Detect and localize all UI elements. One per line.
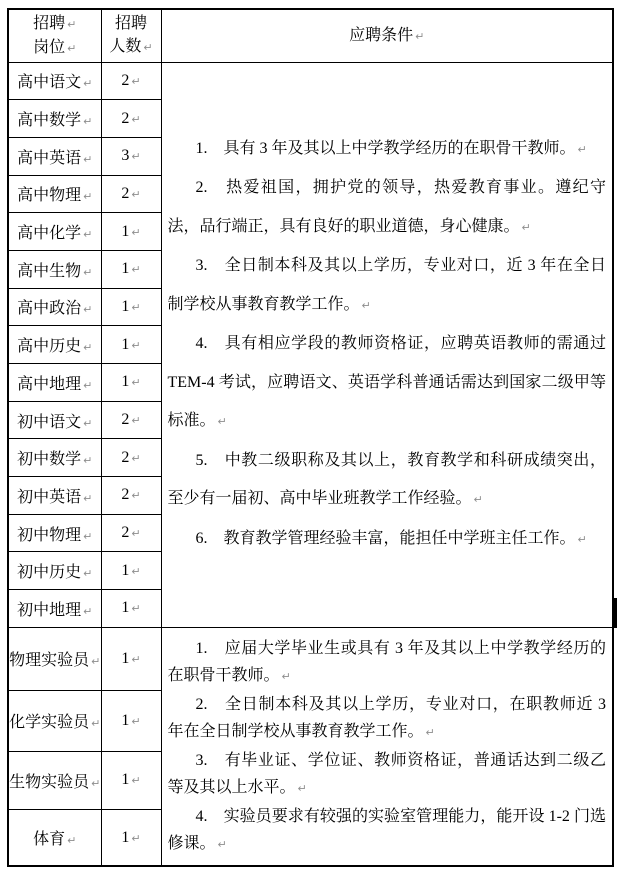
position-label: 高中政治 [17, 300, 82, 318]
paragraph-mark-icon: ↵ [83, 491, 93, 505]
paragraph-mark-icon: ↵ [297, 782, 307, 796]
count-value: 2 [121, 411, 130, 429]
count-cell[interactable] [101, 627, 161, 690]
paragraph-mark-icon: ↵ [131, 376, 141, 390]
position-label: 高中数学 [17, 112, 82, 130]
position-cell[interactable] [8, 326, 101, 364]
header-position-line2: 岗位 ↵ [33, 38, 77, 56]
header-position-line1: 招聘 ↵ [33, 14, 77, 32]
position-label: 生物实验员 [9, 773, 90, 791]
condition-paragraph: 1. 具有 3 年及其以上中学教学经历的在职骨干教师。 ↵ [195, 139, 587, 157]
position-cell[interactable] [8, 288, 101, 326]
header-count-line1: 招聘 [114, 15, 147, 33]
header-position-cell[interactable] [8, 9, 101, 62]
header-conditions-label: 应聘条件 [349, 26, 414, 44]
paragraph-mark-icon: ↵ [83, 77, 93, 91]
paragraph-mark-icon: ↵ [131, 74, 141, 88]
count-cell[interactable] [101, 439, 161, 477]
header-row [8, 9, 613, 62]
paragraph-mark-icon: ↵ [91, 776, 101, 790]
position-label: 初中英语 [17, 488, 82, 506]
header-conditions-cell[interactable] [161, 9, 613, 62]
position-cell[interactable] [8, 364, 101, 402]
paragraph-mark-icon: ↵ [361, 298, 371, 312]
position-cell[interactable] [8, 137, 101, 175]
position-label: 初中历史 [17, 564, 82, 582]
position-cell[interactable] [8, 477, 101, 515]
condition-paragraph: 4. 具有相应学段的教师资格证，应聘英语教师的需通过 TEM-4 考试，应聘语文、英语学科普通话需达到国家二级甲等标准。 ↵ [167, 335, 606, 430]
paragraph-mark-icon: ↵ [83, 265, 93, 279]
paragraph-mark-icon: ↵ [217, 838, 227, 852]
paragraph-mark-icon: ↵ [83, 567, 93, 581]
position-cell[interactable] [8, 401, 101, 439]
paragraph-mark-icon: ↵ [143, 41, 153, 55]
position-cell[interactable] [8, 590, 101, 628]
header-count-cell[interactable] [101, 9, 161, 62]
count-value: 1 [121, 222, 130, 240]
paragraph-mark-icon: ↵ [131, 112, 141, 126]
count-cell[interactable] [101, 552, 161, 590]
position-cell[interactable] [8, 514, 101, 552]
position-label: 高中化学 [17, 225, 82, 243]
count-cell[interactable] [101, 213, 161, 251]
count-cell[interactable] [101, 514, 161, 552]
position-cell[interactable] [8, 100, 101, 138]
condition-paragraph: 3. 全日制本科及其以上学历，专业对口，近 3 年在全日制学校从事教育教学工作。 ↵ [167, 257, 606, 313]
position-label: 体育 [33, 831, 66, 849]
count-cell[interactable] [101, 401, 161, 439]
count-value: 1 [121, 649, 130, 667]
position-label: 高中物理 [17, 187, 82, 205]
count-cell[interactable] [101, 62, 161, 100]
paragraph-mark-icon: ↵ [131, 451, 141, 465]
paragraph-mark-icon: ↵ [131, 774, 141, 788]
condition-paragraph: 6. 教育教学管理经验丰富，能担任中学班主任工作。 ↵ [195, 529, 587, 547]
paragraph-mark-icon: ↵ [83, 190, 93, 204]
condition-paragraph: 2. 热爱祖国，拥护党的领导，热爱教育事业。遵纪守法，品行端正，具有良好的职业道德，身心健康。 ↵ [167, 179, 606, 235]
count-cell[interactable] [101, 288, 161, 326]
position-cell[interactable] [8, 175, 101, 213]
paragraph-mark-icon: ↵ [83, 604, 93, 618]
paragraph-mark-icon: ↵ [131, 714, 141, 728]
count-cell[interactable] [101, 809, 161, 866]
position-cell[interactable] [8, 439, 101, 477]
paragraph-mark-icon: ↵ [83, 454, 93, 468]
recruitment-table [7, 8, 614, 867]
count-value: 1 [121, 711, 130, 729]
count-value: 2 [121, 184, 130, 202]
count-value: 2 [121, 71, 130, 89]
count-value: 1 [121, 335, 130, 353]
count-value: 1 [121, 561, 130, 579]
position-cell[interactable] [8, 690, 101, 751]
count-cell[interactable] [101, 175, 161, 213]
position-cell[interactable] [8, 552, 101, 590]
paragraph-mark-icon: ↵ [83, 378, 93, 392]
paragraph-mark-icon: ↵ [83, 416, 93, 430]
count-cell[interactable] [101, 326, 161, 364]
condition-paragraph: 2. 全日制本科及其以上学历，专业对口，在职教师近 3 年在全日制学校从事教育教学工作。 ↵ [167, 695, 606, 741]
paragraph-mark-icon: ↵ [83, 341, 93, 355]
paragraph-mark-icon: ↵ [577, 142, 587, 156]
paragraph-mark-icon: ↵ [83, 228, 93, 242]
paragraph-mark-icon: ↵ [521, 220, 531, 234]
position-label: 物理实验员 [9, 652, 90, 670]
paragraph-mark-icon: ↵ [131, 489, 141, 503]
paragraph-mark-icon: ↵ [131, 300, 141, 314]
table-row [8, 627, 613, 690]
condition-paragraph: 3. 有毕业证、学位证、教师资格证，普通话达到二级乙等及其以上水平。 ↵ [167, 751, 606, 797]
position-cell[interactable] [8, 751, 101, 809]
position-label: 初中语文 [17, 413, 82, 431]
count-cell[interactable] [101, 690, 161, 751]
paragraph-mark-icon: ↵ [415, 29, 425, 43]
position-label: 初中物理 [17, 526, 82, 544]
count-cell[interactable] [101, 250, 161, 288]
count-value: 1 [121, 373, 130, 391]
paragraph-mark-icon: ↵ [67, 834, 77, 848]
count-value: 1 [121, 771, 130, 789]
position-label: 初中地理 [17, 601, 82, 619]
position-label: 高中生物 [17, 262, 82, 280]
paragraph-mark-icon: ↵ [131, 414, 141, 428]
paragraph-mark-icon: ↵ [83, 529, 93, 543]
count-cell[interactable] [101, 364, 161, 402]
lab-conditions-cell[interactable] [161, 627, 613, 866]
position-cell[interactable] [8, 250, 101, 288]
paragraph-mark-icon: ↵ [83, 152, 93, 166]
count-cell[interactable] [101, 590, 161, 628]
header-count-line2: 人数 ↵ [109, 38, 153, 56]
position-cell[interactable] [8, 213, 101, 251]
paragraph-mark-icon: ↵ [131, 150, 141, 164]
paragraph-mark-icon: ↵ [91, 717, 101, 731]
paragraph-mark-icon: ↵ [83, 303, 93, 317]
count-value: 1 [121, 599, 130, 617]
position-label: 化学实验员 [9, 714, 90, 732]
paragraph-mark-icon: ↵ [577, 532, 587, 546]
paragraph-mark-icon: ↵ [83, 115, 93, 129]
condition-paragraph: 5. 中教二级职称及其以上，教育教学和科研成绩突出，至少有一届初、高中毕业班教学工作经验。 ↵ [167, 451, 606, 508]
paragraph-mark-icon: ↵ [425, 726, 435, 740]
count-cell[interactable] [101, 100, 161, 138]
teacher-conditions-cell[interactable] [161, 62, 613, 627]
paragraph-mark-icon: ↵ [131, 263, 141, 277]
table-row [8, 62, 613, 100]
position-cell[interactable] [8, 627, 101, 690]
count-value: 2 [121, 486, 130, 504]
count-value: 2 [121, 109, 130, 127]
position-label: 高中地理 [17, 375, 82, 393]
position-label: 初中数学 [17, 451, 82, 469]
condition-paragraph: 4. 实验员要求有较强的实验室管理能力，能开设 1-2 门选修课。 ↵ [167, 807, 606, 853]
paragraph-mark-icon: ↵ [473, 493, 483, 507]
paragraph-mark-icon: ↵ [131, 225, 141, 239]
position-cell[interactable] [8, 62, 101, 100]
count-value: 1 [121, 297, 130, 315]
condition-paragraph: 1. 应届大学毕业生或具有 3 年及其以上中学教学经历的在职骨干教师。 ↵ [167, 639, 606, 685]
paragraph-mark-icon: ↵ [67, 41, 77, 55]
paragraph-mark-icon: ↵ [131, 527, 141, 541]
paragraph-mark-icon: ↵ [281, 670, 291, 684]
paragraph-mark-icon: ↵ [217, 415, 227, 429]
paragraph-mark-icon: ↵ [131, 187, 141, 201]
count-value: 1 [121, 828, 130, 846]
paragraph-mark-icon: ↵ [131, 338, 141, 352]
count-value: 2 [121, 448, 130, 466]
table-border-marker [612, 598, 617, 628]
paragraph-mark-icon: ↵ [131, 831, 141, 845]
paragraph-mark-icon: ↵ [91, 655, 101, 669]
position-label: 高中语文 [17, 74, 82, 92]
count-value: 1 [121, 260, 130, 278]
paragraph-mark-icon: ↵ [131, 564, 141, 578]
paragraph-mark-icon: ↵ [131, 652, 141, 666]
count-cell[interactable] [101, 137, 161, 175]
count-cell[interactable] [101, 477, 161, 515]
paragraph-mark-icon: ↵ [67, 17, 77, 31]
position-label: 高中历史 [17, 338, 82, 356]
paragraph-mark-icon: ↵ [131, 602, 141, 616]
position-label: 高中英语 [17, 149, 82, 167]
position-cell[interactable] [8, 809, 101, 866]
count-value: 2 [121, 524, 130, 542]
count-value: 3 [121, 147, 130, 165]
count-cell[interactable] [101, 751, 161, 809]
